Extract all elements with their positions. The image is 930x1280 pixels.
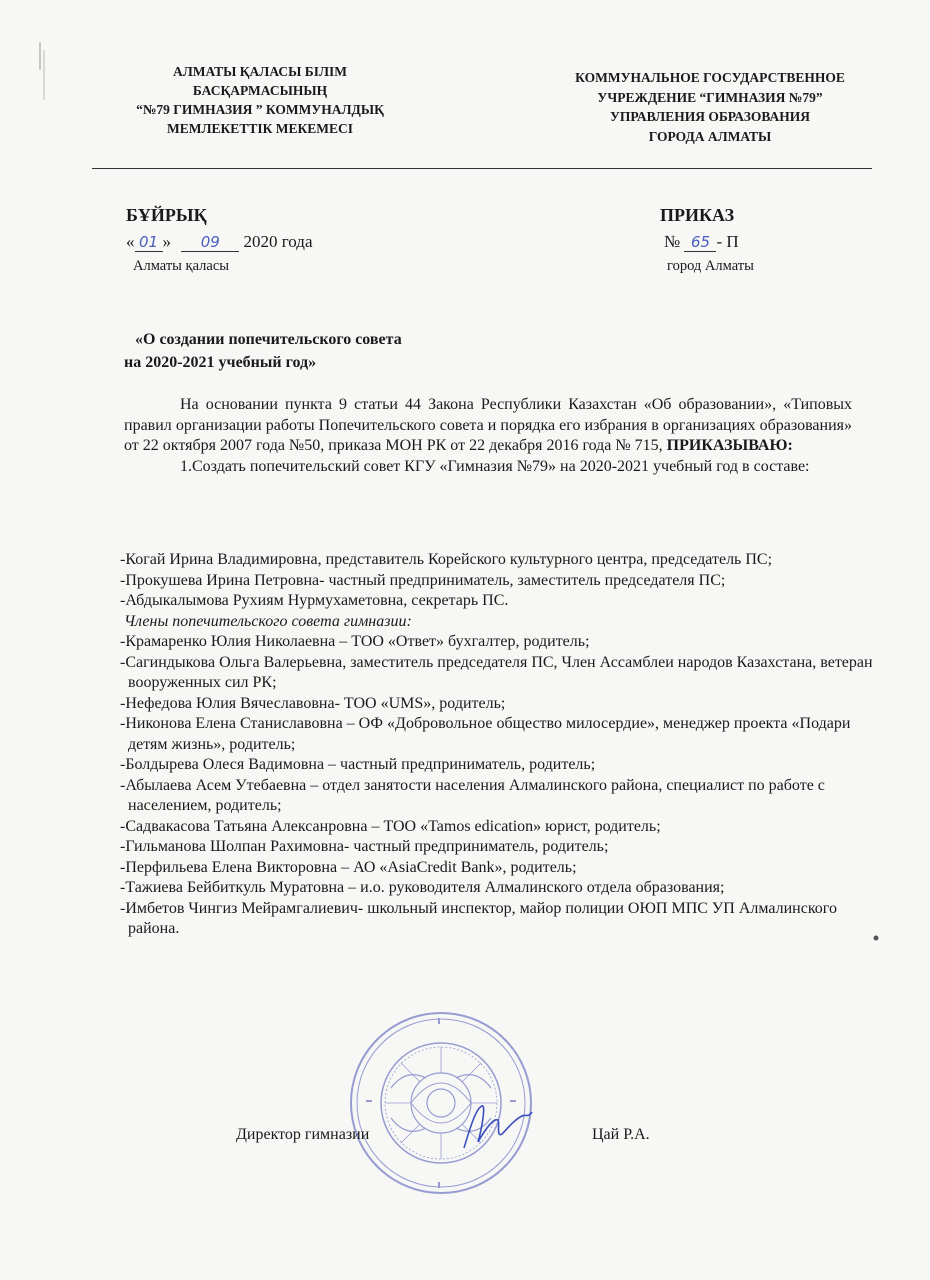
header-kz-line: АЛМАТЫ ҚАЛАСЫ БІЛІМ: [172, 64, 348, 79]
signature-icon: [456, 1098, 536, 1158]
punch-marks: [30, 40, 70, 120]
header-kz-line: БАСҚАРМАСЫНЫҢ: [192, 83, 328, 98]
date-month: 09: [181, 234, 239, 252]
date-open-quote: «: [126, 232, 135, 251]
list-item: -Садвакасова Татьяна Алексанровна – ТОО «Tamos edication» юрист, родитель;: [120, 817, 661, 835]
list-item: -Тажиева Бейбиткуль Муратовна – и.о. руководителя Алмалинского отдела образования;: [120, 879, 725, 896]
header-ru-line: УПРАВЛЕНИЯ ОБРАЗОВАНИЯ: [610, 109, 810, 124]
list-item: -Гильманова Шолпан Рахимовна- частный предприниматель, родитель;: [120, 838, 609, 855]
list-item: -Болдырева Олеся Вадимовна – частный предприниматель, родитель;: [120, 756, 596, 773]
city-ru: город Алматы: [667, 258, 754, 274]
date-close-quote: »: [162, 232, 171, 251]
header-ru-line: ГОРОДА АЛМАТЫ: [648, 128, 772, 144]
order-title-ru: ПРИКАЗ: [660, 205, 735, 225]
order-date: [126, 232, 313, 252]
order-word: ПРИКАЗЫВАЮ:: [666, 437, 793, 454]
list-item: -Абылаева Асем Утебаевна – отдел занятости населения Алмалинского района, специалист по работе с населением, родитель;: [120, 776, 825, 814]
speck-mark: [872, 934, 880, 942]
order-subject: [124, 328, 402, 374]
preamble-text: На основании пункта 9 статьи 44 Закона Республики Казахстан «Об образовании», «Типовых правил организации работы Попечительского совета и порядка его избрания в организациях образования» от 22 октября 2007 года №50, приказа МОН РК от 22 декабря 2016 года № 715,: [124, 396, 852, 454]
header-ru-line: КОММУНАЛЬНОЕ ГОСУДАРСТВЕННОЕ: [575, 70, 845, 85]
header-kz-line: МЕМЛЕКЕТТІК МЕКЕМЕСІ: [166, 121, 354, 136]
date-day: 01: [135, 234, 163, 252]
header-ru-line: УЧРЕЖДЕНИЕ “ГИМНАЗИЯ №79”: [597, 89, 823, 105]
list-item: -Крамаренко Юлия Николаевна – ТОО «Ответ» бухгалтер, родитель;: [120, 633, 590, 650]
header-ru: [540, 68, 880, 146]
header-kz: [95, 62, 425, 138]
order-title-kz: БҰЙРЫҚ: [126, 205, 207, 225]
list-item: -Перфильева Елена Викторовна – АО «AsiaCredit Bank», родитель;: [120, 858, 577, 876]
item-1-paragraph: 1.Создать попечительский совет КГУ «Гимназия №79» на 2020-2021 учебный год в составе:: [180, 457, 810, 475]
subject-line: на 2020-2021 учебный год»: [124, 354, 317, 371]
list-item: -Нефедова Юлия Вячеславовна- ТОО «UMS», родитель;: [120, 694, 506, 712]
list-item: -Абдыкалымова Рухиям Нурмухаметовна, секретарь ПС.: [120, 592, 509, 609]
number-prefix: №: [664, 232, 681, 251]
list-item: -Сагиндыкова Ольга Валерьевна, заместитель председателя ПС, Член Ассамблеи народов Казахстана, ветеран вооруженных сил РК;: [120, 653, 873, 691]
members-caption: Члены попечительского совета гимназии:: [124, 612, 412, 630]
signatory-name: Цай Р.А.: [592, 1126, 650, 1143]
list-item: -Когай Ирина Владимировна, представитель Корейского культурного центра, председатель ПС;: [120, 551, 773, 568]
number-value: 65: [684, 234, 716, 252]
date-year: 2020 года: [243, 232, 313, 251]
header-divider: [92, 168, 872, 169]
city-kz: Алматы қаласы: [133, 258, 230, 274]
order-body: [124, 395, 852, 477]
number-suffix: - П: [716, 232, 739, 251]
council-members: [120, 550, 880, 940]
list-item: -Никонова Елена Станиславовна – ОФ «Добровольное общество милосердие», менеджер проекта «Подари детям жизнь», родитель;: [120, 715, 851, 753]
signatory-role: Директор гимназии: [236, 1126, 370, 1143]
header-kz-line: “№79 ГИМНАЗИЯ ” КОММУНАЛДЫҚ: [136, 102, 384, 117]
list-item: -Прокушева Ирина Петровна- частный предприниматель, заместитель председателя ПС;: [120, 571, 726, 589]
order-number: [664, 232, 739, 252]
subject-line: «О создании попечительского совета: [135, 331, 402, 348]
list-item: -Имбетов Чингиз Мейрамгалиевич- школьный инспектор, майор полиции ОЮП МПС УП Алмалинского района.: [120, 899, 837, 937]
preamble-paragraph: [124, 395, 852, 457]
